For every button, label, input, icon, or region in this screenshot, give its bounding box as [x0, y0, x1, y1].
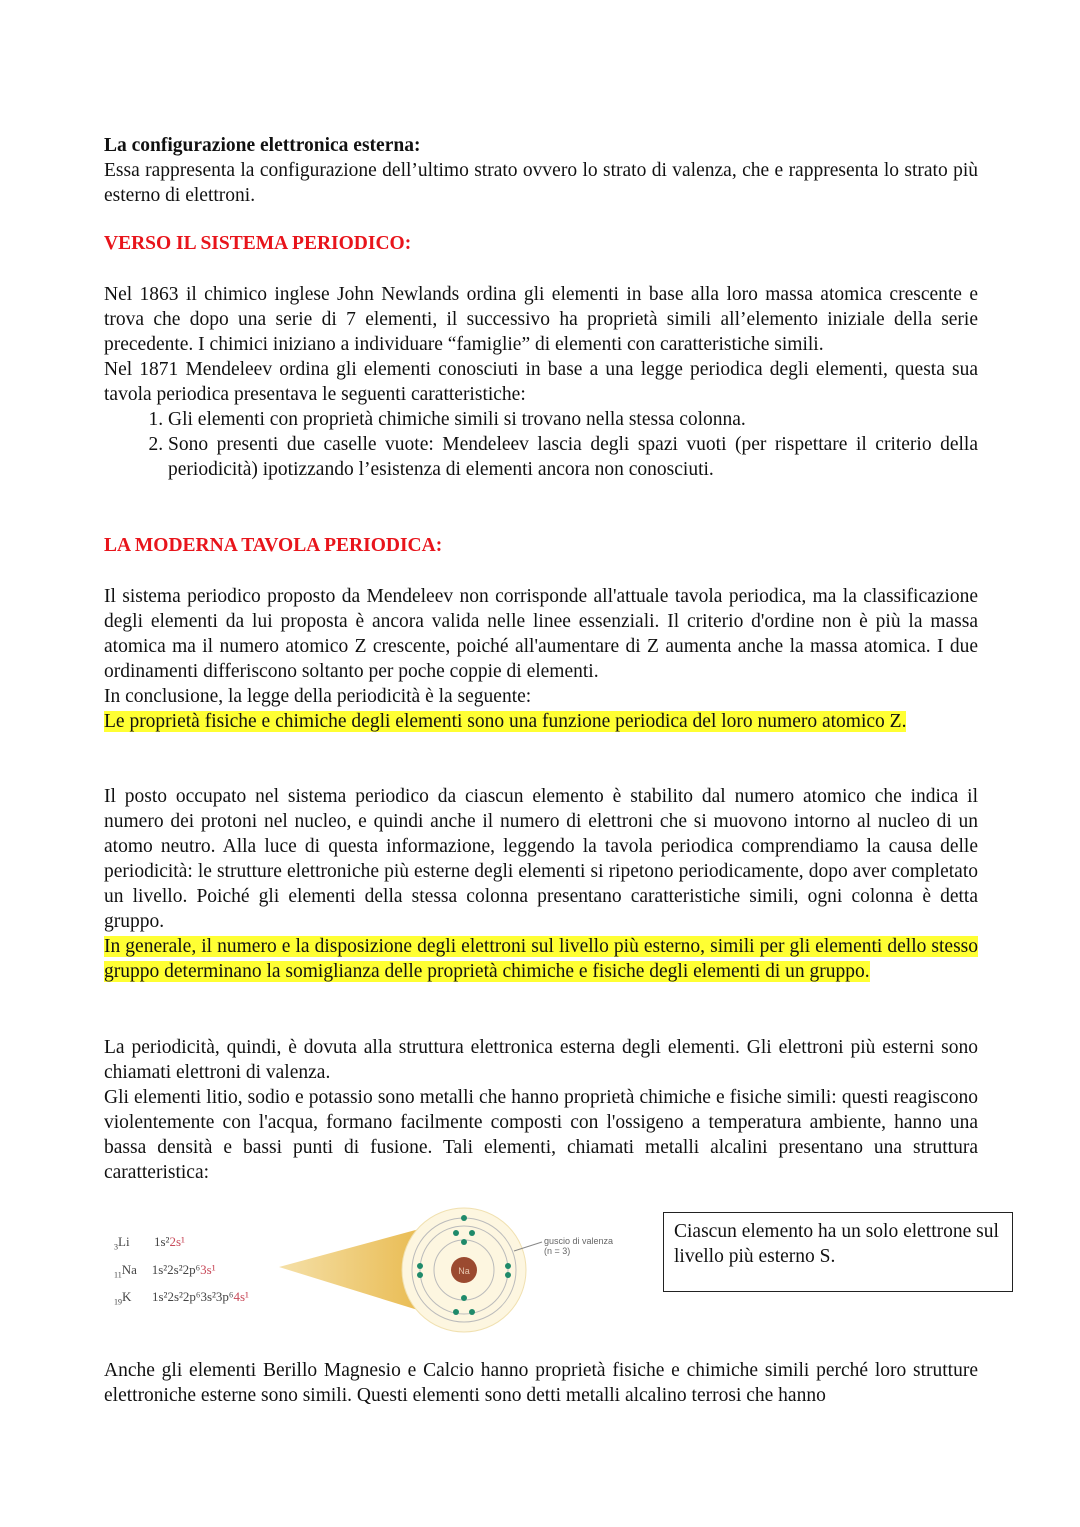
section-moderna-body-3	[104, 1035, 978, 1185]
config-row: $_{11}$Na 1s²2s²2p⁶3s¹	[114, 1261, 216, 1280]
section-moderna-body-2	[104, 784, 978, 984]
alkali-metals-figure	[104, 1205, 644, 1335]
paragraph: Nel 1871 Mendeleev ordina gli elementi conosciuti in base a una legge periodica degli elementi, questa sua tavola periodica presentava le seguenti caratteristiche:	[104, 359, 978, 405]
paragraph: Gli elementi litio, sodio e potassio sono metalli che hanno proprietà chimiche e fisiche simili: questi reagiscono violentemente con l'acqua, formano facilmente composti con l'ossigeno a temperatura ambiente, hanno una bassa densità e bassi punti di fusione. Tali elementi, chiamati metalli alcalini presentano una struttura caratteristica:	[104, 1087, 978, 1183]
paragraph: Essa rappresenta la configurazione dell’ultimo strato ovvero lo strato di valenza, che e rappresenta lo strato più esterno di elettroni.	[104, 160, 978, 206]
list-item: 2. Sono presenti due caselle vuote: Mendeleev lascia degli spazi vuoti (per rispettare il criterio della periodicità) ipotizzando l’esistenza di elementi ancora non conosciuti.	[168, 432, 978, 482]
highlighted-text: Le proprietà fisiche e chimiche degli elementi sono una funzione periodica del loro numero atomico Z.	[104, 711, 907, 732]
shell-label: guscio di valenza	[544, 1236, 614, 1246]
section-moderna-body	[104, 584, 978, 734]
paragraph: Anche gli elementi Berillo Magnesio e Calcio hanno proprietà fisiche e chimiche simili perché loro strutture elettroniche esterne sono simili. Questi elementi sono detti metalli alcalino terrosi che hanno	[104, 1360, 978, 1406]
highlighted-text: In generale, il numero e la disposizione degli elettroni sul livello più esterno, simili per gli elementi dello stesso gruppo determinano la somiglianza delle proprietà chimiche e fisiche degli elementi di un gruppo.	[104, 936, 978, 982]
note-box: Ciascun elemento ha un solo elettrone sul livello più esterno S.	[663, 1212, 1013, 1292]
paragraph: Il posto occupato nel sistema periodico da ciascun elemento è stabilito dal numero atomico che indica il numero dei protoni nel nucleo, e quindi anche il numero di elettroni che si muovono intorno al nucleo di un atomo neutro. Alla luce di questa informazione, leggendo la tavola periodica comprendiamo la causa delle periodicità: le strutture elettroniche più esterne degli elementi si ripetono periodicamente, dopo aver completato un livello. Poiché gli elementi della stessa colonna presentano caratteristiche simili, ogni colonna è detta gruppo.	[104, 786, 978, 932]
paragraph: La periodicità, quindi, è dovuta alla struttura elettronica esterna degli elementi. Gli elettroni più esterni sono chiamati elettroni di valenza.	[104, 1037, 978, 1083]
section-heading-moderna: LA MODERNA TAVOLA PERIODICA:	[104, 535, 443, 556]
shell-n-label: (n = 3)	[544, 1246, 571, 1256]
paragraph: Il sistema periodico proposto da Mendeleev non corrisponde all'attuale tavola periodica, ma la classificazione degli elementi da lui proposta è ancora valida nelle linee essenziali. Il criterio d'ordine non è più la massa atomica ma il numero atomico Z crescente, poiché all'aumentare di Z aumenta anche la massa atomica. I due ordinamenti differiscono soltanto per poche coppie di elementi.	[104, 586, 978, 682]
atom-diagram	[104, 1205, 644, 1335]
paragraph: In conclusione, la legge della periodicità è la seguente:	[104, 686, 532, 707]
nucleus-label: Na	[458, 1266, 470, 1276]
config-row: $_3$Li 1s²2s¹	[114, 1234, 185, 1252]
section-heading: La configurazione elettronica esterna:	[104, 135, 421, 156]
section-configurazione	[104, 133, 978, 208]
section-verso-body	[104, 282, 978, 482]
list-item: 1. Gli elementi con proprietà chimiche simili si trovano nella stessa colonna.	[168, 407, 978, 432]
section-heading-verso: VERSO IL SISTEMA PERIODICO:	[104, 233, 412, 254]
paragraph: Nel 1863 il chimico inglese John Newlands ordina gli elementi in base alla loro massa atomica crescente e trova che dopo una serie di 7 elementi, il successivo ha proprietà simili all’elemento iniziale della serie precedente. I chimici iniziano a individuare “famiglie” di elementi con caratteristiche simili.	[104, 284, 978, 355]
characteristics-list	[104, 407, 978, 482]
config-row: $_{19}$K 1s²2s²2p⁶3s²3p⁶4s¹	[114, 1289, 249, 1307]
